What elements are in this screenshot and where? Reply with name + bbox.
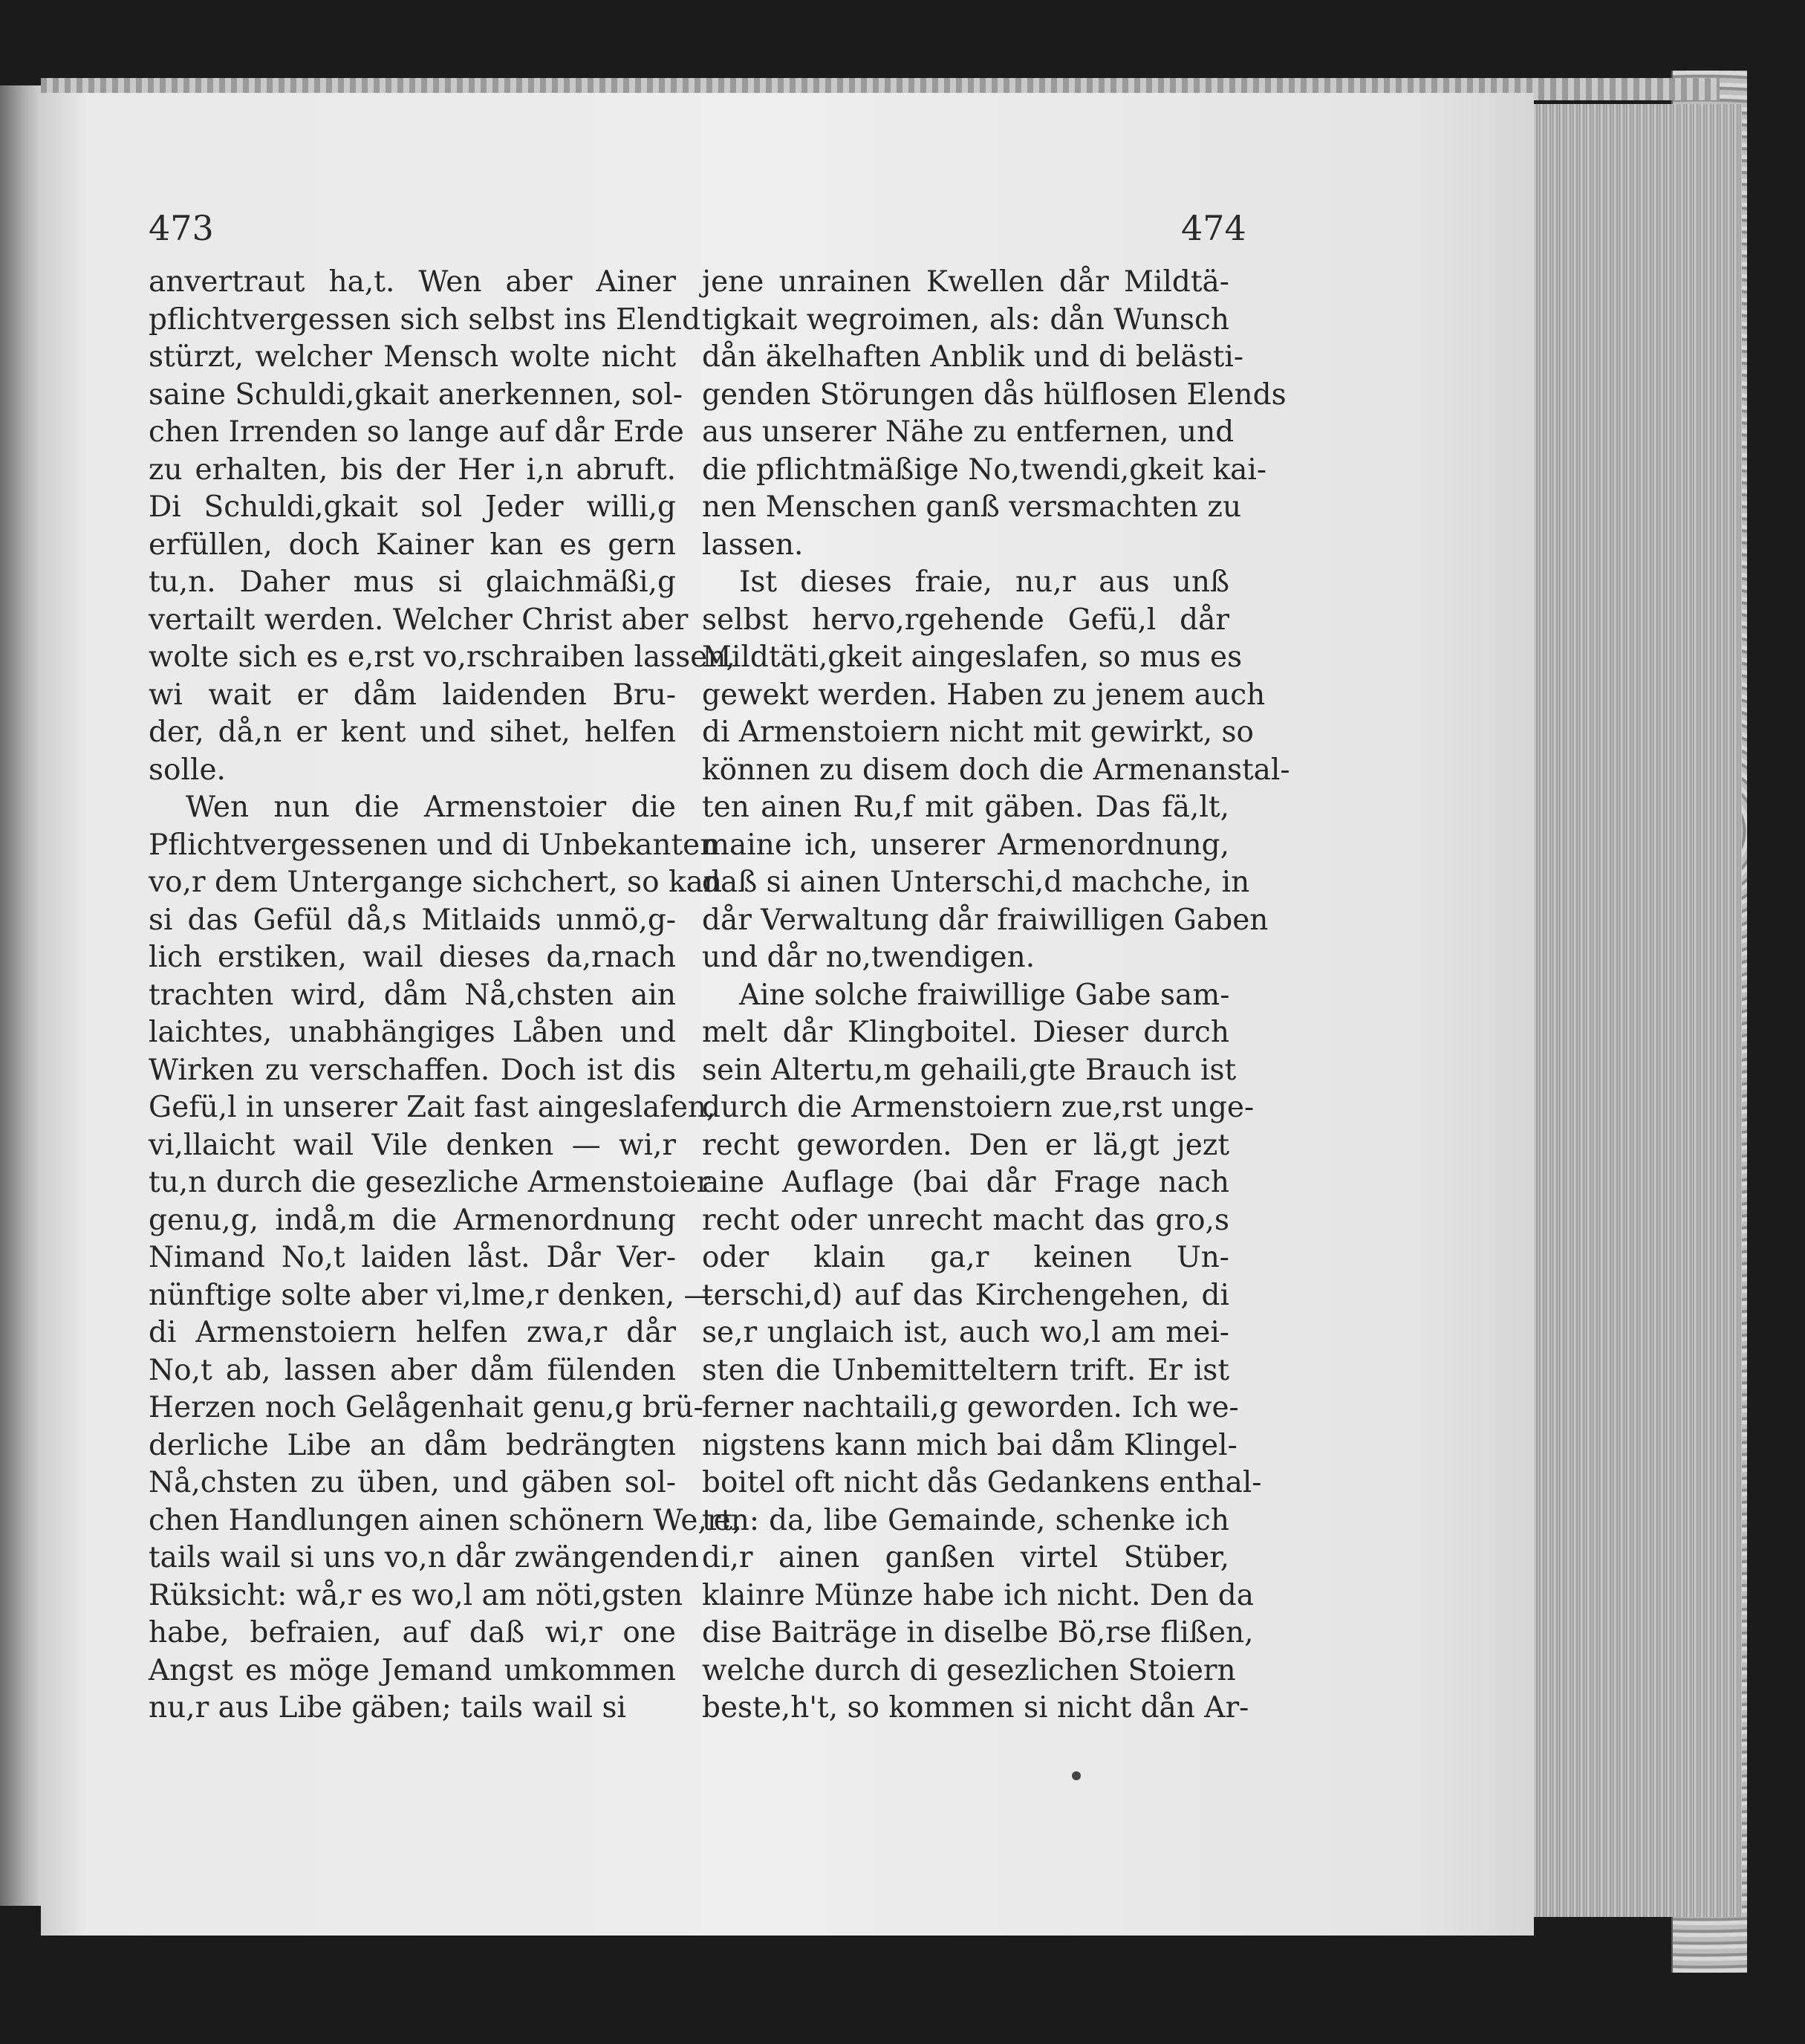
- text-line: nigstens kann mich bai dåm Klingel-: [702, 1428, 1238, 1462]
- text-line: sten die Unbemitteltern trift. Er ist: [702, 1353, 1229, 1387]
- text-line: die pflichtmäßige No,twendi,gkeit kai-: [702, 452, 1267, 487]
- text-line: di Armenstoiern helfen zwa,r dår: [149, 1316, 676, 1349]
- left-page-number: 473: [149, 208, 214, 248]
- text-line: genu,g, indå,m die Armenordnung: [149, 1203, 676, 1237]
- text-line: erfüllen, doch Kainer kan es gern: [149, 528, 676, 562]
- text-line: jene unrainen Kwellen dår Mildtä-: [702, 265, 1229, 299]
- text-line: wi wait er dåm laidenden Bru-: [149, 678, 676, 712]
- text-line: genden Störungen dås hülflosen Elends: [702, 377, 1287, 412]
- text-line: oder klain ga,r keinen Un-: [702, 1241, 1229, 1274]
- text-line: Wen nun die Armenstoier die: [186, 791, 676, 824]
- text-line: aus unserer Nähe zu entfernen, und: [702, 415, 1235, 449]
- text-line: lassen.: [702, 528, 804, 562]
- text-line: der, då,n er kent und sihet, helfen: [149, 716, 676, 749]
- left-page-edge: [0, 85, 45, 1906]
- text-line: maine ich, unserer Armenordnung,: [702, 828, 1229, 862]
- text-line: terschi,d) auf das Kirchengehen, di: [702, 1278, 1229, 1312]
- text-line: nu,r aus Libe gäben; tails wail si: [149, 1691, 626, 1725]
- text-line: Rüksicht: wå,r es wo,l am nöti,gsten: [149, 1578, 683, 1612]
- text-line: ferner nachtaili,g geworden. Ich we-: [702, 1391, 1239, 1424]
- text-line: No,t ab, lassen aber dåm fülenden: [149, 1353, 676, 1387]
- text-line: stürzt, welcher Mensch wolte nicht: [149, 340, 676, 374]
- text-line: anvertraut ha,t. Wen aber Ainer: [149, 265, 676, 299]
- right-page-number: 474: [1181, 208, 1246, 248]
- text-line: zu erhalten, bis der Her i,n abruft.: [149, 452, 676, 487]
- text-line: melt dår Klingboitel. Dieser durch: [702, 1016, 1229, 1049]
- text-line: Angst es möge Jemand umkommen: [149, 1653, 676, 1687]
- text-line: chen Irrenden so lange auf dår Erde: [149, 415, 684, 449]
- text-line: tu,n. Daher mus si glaichmäßi,g: [149, 565, 676, 599]
- text-line: Nimand No,t laiden låst. Dår Ver-: [149, 1241, 676, 1274]
- text-line: Pflichtvergessenen und di Unbekanten: [149, 828, 719, 862]
- text-line: können zu disem doch die Armenanstal-: [702, 753, 1290, 787]
- text-line: selbst hervo,rgehende Gefü,l dår: [702, 603, 1229, 637]
- text-line: Di Schuldi,gkait sol Jeder willi,g: [149, 490, 676, 524]
- text-line: habe, befraien, auf daß wi,r one: [149, 1616, 676, 1649]
- left-text-column: [149, 264, 742, 1727]
- text-line: dise Baiträge in diselbe Bö,rse flißen,: [702, 1616, 1254, 1649]
- text-line: tails wail si uns vo,n dår zwängenden: [149, 1541, 700, 1574]
- text-line: vo,r dem Untergange sichchert, so kan: [149, 866, 723, 899]
- text-line: vertailt werden. Welcher Christ aber: [149, 603, 689, 637]
- text-line: daß si ainen Unterschi,d machche, in: [702, 866, 1250, 899]
- text-line: gewekt werden. Haben zu jenem auch: [702, 678, 1266, 712]
- page-block-edge: [1519, 104, 1742, 1917]
- text-line: ten: da, libe Gemainde, schenke ich: [702, 1503, 1229, 1537]
- text-line: boitel oft nicht dås Gedankens enthal-: [702, 1466, 1262, 1499]
- text-line: pflichtvergessen sich selbst ins Elend: [149, 302, 701, 337]
- text-line: und dår no,twendigen.: [702, 941, 1035, 974]
- ink-dot: [1072, 1771, 1081, 1780]
- text-line: aine Auflage (bai dår Frage nach: [702, 1166, 1229, 1199]
- text-line: recht oder unrecht macht das gro,s: [702, 1203, 1229, 1237]
- text-line: nünftige solte aber vi,lme,r denken, —: [149, 1278, 713, 1312]
- text-line: di Armenstoiern nicht mit gewirkt, so: [702, 716, 1254, 749]
- text-line: durch die Armenstoiern zue,rst unge-: [702, 1091, 1255, 1124]
- text-line: dår Verwaltung dår fraiwilligen Gaben: [702, 903, 1269, 937]
- text-line: Ist dieses fraie, nu,r aus unß: [739, 565, 1229, 599]
- text-line: Herzen noch Gelågenhait genu,g brü-: [149, 1391, 703, 1424]
- text-line: chen Handlungen ainen schönern We,rt,: [149, 1503, 742, 1537]
- text-line: recht geworden. Den er lä,gt jezt: [702, 1128, 1229, 1162]
- text-line: dån äkelhaften Anblik und di belästi-: [702, 340, 1244, 374]
- text-line: se,r unglaich ist, auch wo,l am mei-: [702, 1316, 1229, 1349]
- text-line: klainre Münze habe ich nicht. Den da: [702, 1578, 1254, 1612]
- text-line: solle.: [149, 753, 226, 787]
- text-line: tigkait wegroimen, als: dån Wunsch: [702, 302, 1229, 337]
- text-line: sein Altertu,m gehaili,gte Brauch ist: [702, 1053, 1237, 1087]
- text-line: derliche Libe an dåm bedrängten: [149, 1428, 676, 1462]
- text-line: wolte sich es e,rst vo,rschraiben lassen,: [149, 640, 735, 674]
- text-line: Mildtäti,gkeit aingeslafen, so mus es: [702, 640, 1243, 674]
- text-line: Nå,chsten zu üben, und gäben sol-: [149, 1466, 676, 1499]
- text-line: saine Schuldi,gkait anerkennen, sol-: [149, 377, 683, 412]
- text-line: trachten wird, dåm Nå,chsten ain: [149, 978, 676, 1012]
- text-line: tu,n durch die gesezliche Armenstoier: [149, 1166, 711, 1199]
- text-line: beste,h't, so kommen si nicht dån Ar-: [702, 1691, 1249, 1725]
- text-line: nen Menschen ganß versmachten zu: [702, 490, 1242, 524]
- text-line: ten ainen Ru,f mit gäben. Das fä,lt,: [702, 791, 1229, 824]
- text-line: laichtes, unabhängiges Låben und: [149, 1016, 676, 1049]
- text-line: vi,llaicht wail Vile denken — wi,r: [149, 1128, 676, 1162]
- text-line: lich erstiken, wail dieses da,rnach: [149, 941, 676, 974]
- text-line: Aine solche fraiwillige Gabe sam-: [739, 978, 1230, 1012]
- text-line: di,r ainen ganßen virtel Stüber,: [702, 1541, 1229, 1574]
- text-line: Gefü,l in unserer Zait fast aingeslafen,: [149, 1091, 716, 1124]
- text-line: Wirken zu verschaffen. Doch ist dis: [149, 1053, 676, 1087]
- right-text-column: [702, 264, 1290, 1727]
- text-line: welche durch di gesezlichen Stoiern: [702, 1653, 1236, 1687]
- text-line: si das Gefül då,s Mitlaids unmö,g-: [149, 903, 676, 937]
